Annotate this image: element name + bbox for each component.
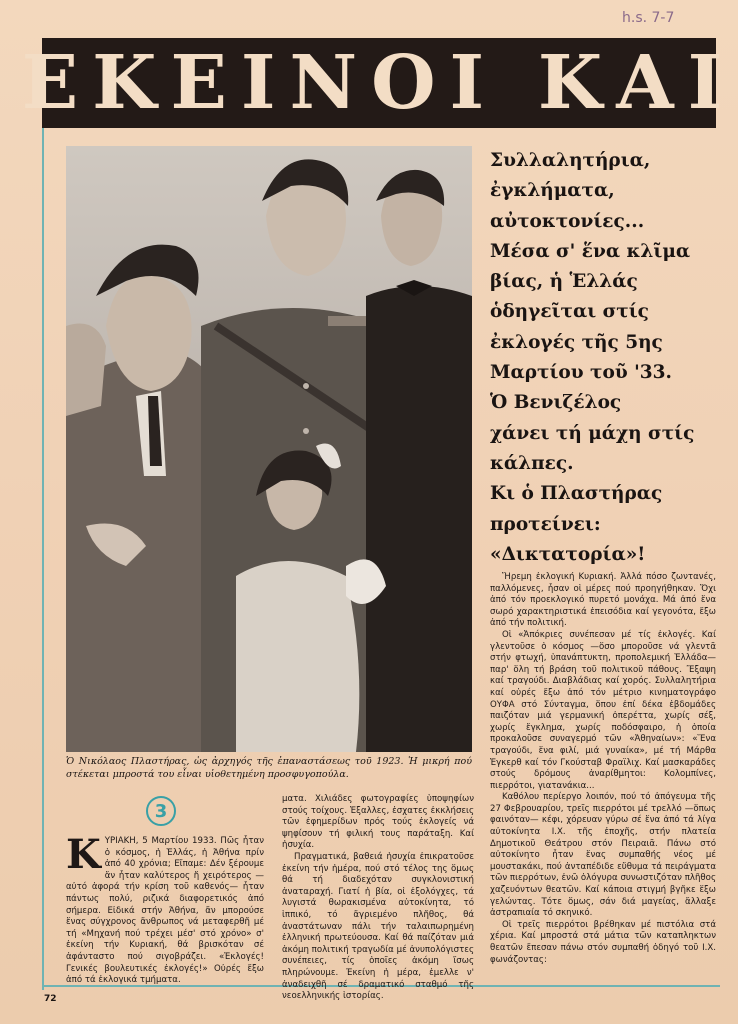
headline-line: προτείνει: <box>490 513 601 535</box>
article-column-left <box>66 831 264 987</box>
article-column-middle <box>282 794 474 1003</box>
page-number: 72 <box>44 994 57 1004</box>
section-number: 3 <box>146 796 176 826</box>
article-column-right <box>490 572 716 966</box>
headline <box>490 146 720 570</box>
headline-line: ὁδηγεῖται στίς <box>490 301 649 323</box>
paragraph: Καθόλου περίεργο λοιπόν, πού τό ἀπόγευμα τῆς 27 Φεβρουαρίου, τρεῖς πιερρότοι μέ τρελλό —ὅπως φαινόταν— κέφι, χόρευαν γύρω σέ ἕνα ἀπό τά λίγα αὐτοκίνητα Ι.Χ. τῆς ἐποχῆς, στήν πλατεία Δημοτικοῦ Θεάτρου στόν Πειραιᾶ. Πάνω στό αὐτοκίνητο ἦταν ἕνας συμπαθής νέος μέ μουστακάκι, πού ἀνταπέδιδε εὔθυμα τά πειράγματα τῶν πιερρότων, ἐνῶ ὀλόγυρα συνωστιζόταν πλῆθος χαζευόντων θεατῶν. Καί κάποια στιγμή βγῆκε ἕξω γελώντας. Τότε ὅμως, σάν διά μαγείας, ἄλλαξε ἀστραπιαία τό σκηνικό. <box>490 792 716 919</box>
title-banner <box>21 38 737 128</box>
headline-line: Κι ὁ Πλαστήρας <box>490 483 663 505</box>
paragraph: Ἤρεμη ἐκλογική Κυριακή. Ἀλλά πόσο ζωντανές, παλλόμενες, ἦσαν οἱ μέρες πού προηγήθηκαν. Ὄχι ἀπό τόν προεκλογικό πυρετό μονάχα. Μά ἀπό ἕνα σωρό χαρακτηριστικά ἐπεισόδια καί γεγονότα, ἔξω ἀπό τήν πολιτική. <box>490 572 716 629</box>
paragraph: Πραγματικά, βαθειά ἡσυχία ἐπικρατοῦσε ἐκείνη τήν ἡμέρα, πού στό τέλος της ὅμως θά τή διαδεχόταν συγκλονιστική ἀναταραχή. Γιατί ἡ βία, οἱ ἐξολόγχες, τά λυγιστά θωρακισμένα αὐτοκίνητα, τό ἱππικό, τό ἄγριεμένο πλῆθος, θά ἀναστάτωναν πάλι τήν ταλαιπωρημένη ἑλληνική πρωτεύουσα. Καί θά παίζόταν μιά ἀκόμη πολιτική τραγωδία μέ ἀνυπολόγιστες συνέπειες, τίς ὁποῖες ἀκόμη ἴσως πληρώνουμε. Ἐκείνη ἡ μέρα, ἐμελλε ν' ἀναδειχθῆ σέ δραματικό σταθμό τῆς νεοελληνικής ἱστορίας. <box>282 851 474 1002</box>
decorative-rule-vertical <box>42 128 44 990</box>
photo-illustration <box>66 146 472 752</box>
headline-line: ἐγκλήματα, <box>490 180 615 202</box>
photo-caption: Ὁ Νικόλαος Πλαστήρας, ὡς ἀρχηγός τῆς ἐπαναστάσεως τοῦ 1923. Ἡ μικρή πού στέκεται μπροστά του εἶναι υἱοθετημένη προσφυγοπούλα. <box>66 756 472 780</box>
handwritten-note: h.s. 7-7 <box>622 10 675 26</box>
headline-line: κάλπες. <box>490 452 574 474</box>
headline-line: ἐκλογές τῆς 5ης <box>490 331 663 353</box>
paragraph: Οἱ «Ἀπόκριες συνέπεσαν μέ τίς ἐκλογές. Καί γλεντοῦσε ὁ κόσμος —ὅσο μποροῦσε νά γλεντᾶ στήν φτωχή, ὑπανάπτυκτη, προπολεμική Ἑλλάδα— παρ' ὅλη τή βράση τοῦ πολιτικοῦ πάθους. Ἔξαψη καί τραγούδι. Διαβλάδιας καί χορός. Συλλαλητήρια καί οὐρές ἔξω ἀπό τόν μέτριο κινηματογράφο ΟΥΦΑ στό Σύνταγμα, ὅπου ἐπί δέκα ἑβδομάδες παιζόταν μιά γερμανική ὀπερέττα, χωρίς σέξ, χωρίς ἔγκλημα, χωρίς ποδόσφαιρο, ἡ ὁποία προκαλοῦσε συναγερμό τῶν «Ἀθηναίων»: «Ἕνα τραγούδι, ἕνα φιλί, μιά γυναίκα», μέ τή Μάρθα Ἐγκερθ καί τόν Γκούσταβ Φραϊλιχ. Καί μασκαράδες στούς δρόμους ἀναρίθμητοι: Κολομπίνες, πιερρότοι, γιατανάκια... <box>490 629 716 791</box>
paragraph: ΥΡΙΑΚΗ, 5 Μαρτίου 1933. Πῶς ἦταν ὁ κόσμος, ἡ Ἑλλάς, ἡ Ἀθήνα πρίν ἀπό 40 χρόνια; Εἴπαμε: Δέν ξέρουμε ἄν ἦταν καλύτερος ἤ χειρότερος —αὐτό ἀφορά τήν κρίση τοῦ καθενός— ἦταν πάντως πολύ, ριζικά διαφορετικός ἀπό σήμερα. Εἰδικά στήν Ἀθήνα, ἄν μπορούσε ἕνας σύγχρονος ἄνθρωπος νά μεταφερθῆ μέ τή «Μηχανή πού τρέχει μέσ' στό χρόνο» σ' ἐκείνη τήν Κυριακή, θά βρισκόταν σέ ἀφάνταστο πού σιγοβράζει. «Ἐκλογές! Γενικές βουλευτικές ἐκλογές!» Οὐρές ἔξω ἀπό τά ἐκλογικά τμήματα. <box>66 836 264 986</box>
headline-line: Μαρτίου τοῦ '33. <box>490 362 672 384</box>
headline-line: Μέσα σ' ἕνα κλῖμα <box>490 240 691 262</box>
headline-line: Συλλαλητήρια, <box>490 150 651 171</box>
paragraph: Οἱ τρεῖς πιερρότοι βρέθηκαν μέ πιστόλια στά χέρια. Καί μπροστά στά μάτια τῶν καταπληκτων θεατῶν ἔπεσαν πάνω στόν συμπαθή ὁδηγό τοῦ Ι.Χ. φωνάζοντας: <box>490 919 716 965</box>
headline-line: βίας, ἡ Ἑλλάς <box>490 271 638 293</box>
drop-cap: Κ <box>66 831 101 878</box>
paragraph: ματα. Χιλιάδες φωτογραφίες ὑποψηφίων στούς τοίχους. Ἐξαλλες, ἐσχατες ἐκκλήσεις τῶν ἐφημερίδων πρός τούς ἐκλογείς νά ψηφίσουν τή φιλική τους παράταξη. Καί ἡσυχία. <box>282 794 474 851</box>
historical-photo <box>66 146 472 752</box>
headline-line: «Δικτατορία»! <box>490 543 646 565</box>
headline-line: χάνει τή μάχη στίς <box>490 422 695 444</box>
headline-line: Ὁ Βενιζέλος <box>490 392 622 414</box>
banner-title: ΕΚΕΙΝΟΙ ΚΑΙ <box>21 40 737 126</box>
headline-line: αὐτοκτονίες... <box>490 210 645 232</box>
